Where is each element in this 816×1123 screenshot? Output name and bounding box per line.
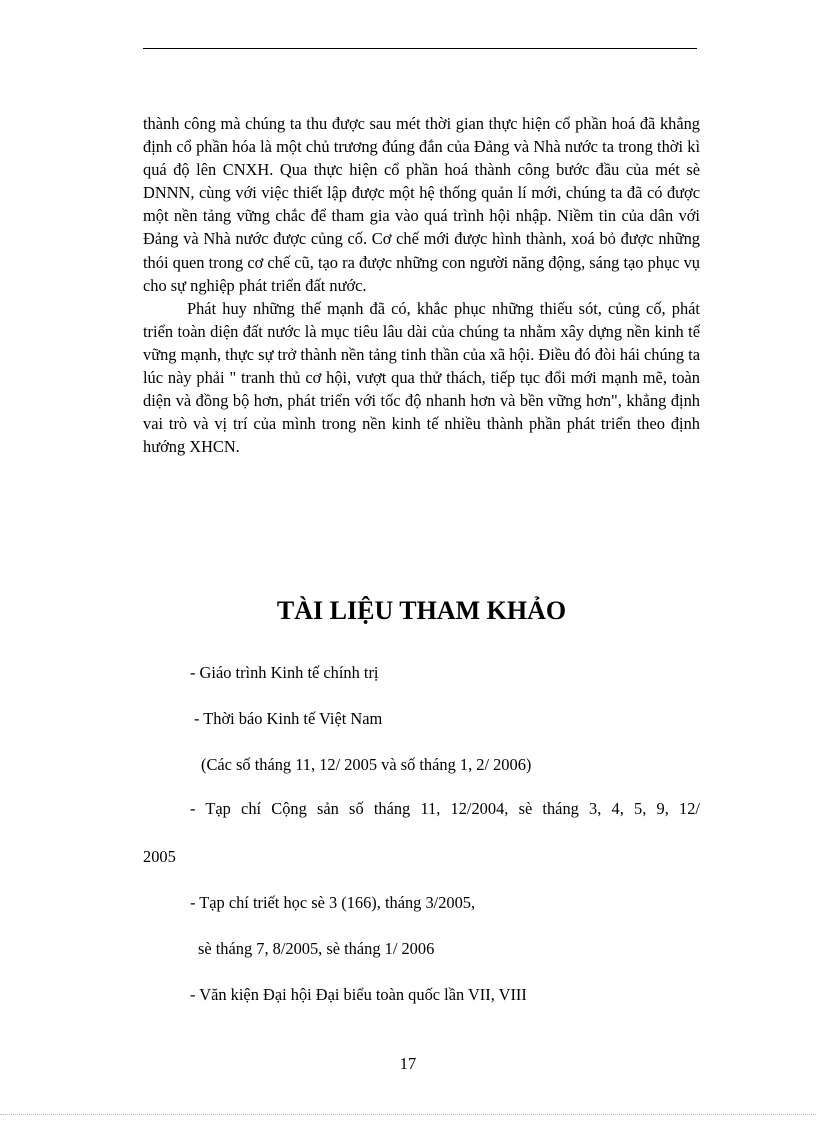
reference-4: - Tạp chí triết học sè 3 (166), tháng 3/2005, bbox=[190, 893, 476, 912]
reference-2-detail: (Các số tháng 11, 12/ 2005 và số tháng 1, 2/ 2006) bbox=[201, 755, 532, 774]
references-heading: TÀI LIỆU THAM KHẢO bbox=[276, 596, 567, 625]
page-bottom-border bbox=[0, 1114, 816, 1115]
paragraph-2: Phát huy những thế mạnh đã có, khắc phục những thiếu sót, củng cố, phát triển toàn diện đất nước là mục tiêu lâu dài của chúng ta nhằm xây dựng nền kinh tế vững mạnh, thực sự trở thành nền tảng tinh thần của xã hội. Điều đó đòi hái chúng ta lúc này phải " tranh thủ cơ hội, vượt qua thử thách, tiếp tục đổi mới mạnh mẽ, toàn diện và đồng bộ hơn, phát triển với tốc độ nhanh hơn và bền vững hơn", khẳng định vai trò và vị trí của mình trong nền kinh tế nhiều thành phần phát triển theo định hướng XHCN. bbox=[143, 298, 700, 457]
paragraph-1: thành công mà chúng ta thu được sau mét thời gian thực hiện cổ phần hoá đã khẳng định cổ phần hóa là một chủ trương đúng đắn của Đảng và Nhà nước ta trong thời kì quá độ lên CNXH. Qua thực hiện cổ phần hoá thành công bước đầu của mét sè DNNN, cùng với việc thiết lập được một hệ thống quản lí mới, chúng ta đã có được một nền tảng vững chắc để tham gia vào quá trình hội nhập. Niềm tin của dân với Đảng và Nhà nước được củng cố. Cơ chế mới được hình thành, xoá bỏ được những thói quen trong cơ chế cũ, tạo ra được những con người năng động, sáng tạo phục vụ cho sự nghiệp phát triển đất nước. bbox=[143, 114, 700, 295]
reference-4-detail: sè tháng 7, 8/2005, sè tháng 1/ 2006 bbox=[198, 939, 435, 958]
reference-2: - Thời báo Kinh tế Việt Nam bbox=[194, 709, 383, 728]
page-number: 17 bbox=[399, 1054, 417, 1073]
reference-5: - Văn kiện Đại hội Đại biểu toàn quốc lần VII, VIII bbox=[190, 985, 527, 1004]
reference-3: - Tạp chí Cộng sản số tháng 11, 12/2004, sè tháng 3, 4, 5, 9, 12/ bbox=[190, 799, 700, 818]
header-rule bbox=[143, 48, 697, 49]
reference-3-continuation: 2005 bbox=[143, 847, 176, 866]
reference-1: - Giáo trình Kinh tế chính trị bbox=[190, 663, 379, 682]
body-text bbox=[143, 112, 700, 458]
